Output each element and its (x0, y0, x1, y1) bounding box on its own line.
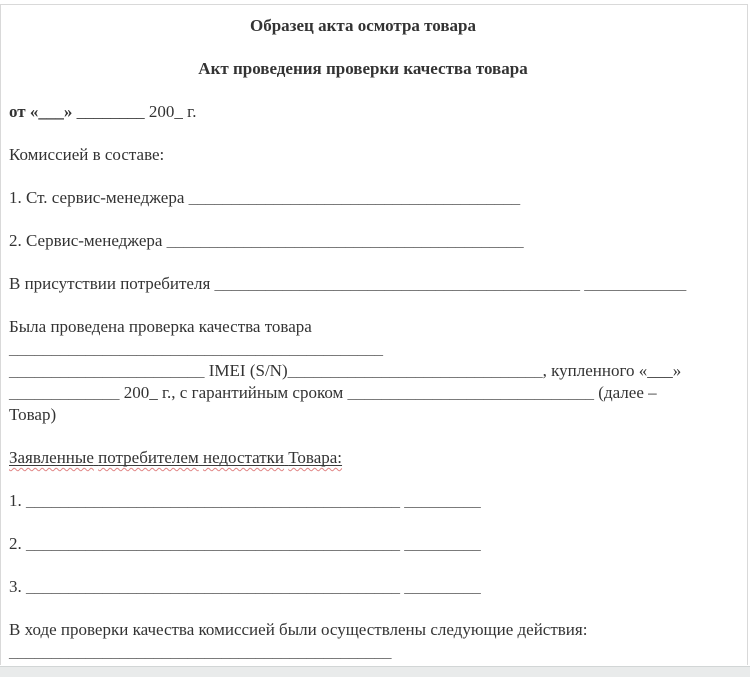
presence-label: В присутствии потребителя (9, 274, 215, 293)
check-line-4-text: 200_ г., с гарантийным сроком (119, 383, 348, 402)
defect-1-blank-1: ____________________________________________ (26, 491, 400, 510)
date-line (9, 101, 717, 123)
document-page (0, 4, 748, 665)
presence-blank-2: ____________ (584, 274, 687, 293)
actions-line-2-blank: _____________________________________________ (9, 642, 392, 661)
defect-3-num: 3. (9, 577, 26, 596)
presence-line (9, 273, 717, 295)
check-line-3-rest: , купленного «___» (542, 361, 682, 380)
member-1-line (9, 187, 717, 209)
member-1-label: 1. Ст. сервис-менеджера (9, 188, 189, 207)
check-line-3-blank-1: _______________________ (9, 361, 205, 380)
member-2-label: 2. Сервис-менеджера (9, 231, 167, 250)
defect-3-blank-2: _________ (404, 577, 481, 596)
claimed-word-4: Товара: (288, 448, 343, 467)
actions-line-1: В ходе проверки качества комиссией были осуществлены следующие действия: (9, 620, 588, 639)
check-block (9, 316, 717, 426)
claimed-word-2: потребителем (98, 448, 199, 467)
commission-line: Комиссией в составе: (9, 145, 165, 164)
defect-3-blank-1: ____________________________________________ (26, 577, 400, 596)
claimed-word-3: недостатки (202, 448, 285, 467)
defect-line-2 (9, 533, 717, 555)
check-line-1: Была проведена проверка качества товара (9, 317, 312, 336)
doc-title: Образец акта осмотра товара (250, 16, 476, 35)
doc-subtitle: Акт проведения проверки качества товара (198, 59, 528, 78)
check-line-2-blank: ____________________________________________ (9, 339, 383, 358)
defect-line-1 (9, 490, 717, 512)
check-line-4-blank-2: _____________________________ (347, 383, 595, 402)
defect-1-blank-2: _________ (404, 491, 481, 510)
claimed-defects-heading (9, 447, 717, 469)
defect-2-num: 2. (9, 534, 26, 553)
date-line-prefix: от «___» (9, 102, 73, 121)
check-line-4-blank-1: _____________ (9, 383, 120, 402)
date-line-rest: ________ 200_ г. (72, 102, 197, 121)
defect-2-blank-2: _________ (404, 534, 481, 553)
check-line-3-blank-2: ______________________________ (287, 361, 543, 380)
check-line-4-rest: (далее – (594, 383, 657, 402)
member-1-blank: _______________________________________ (188, 188, 521, 207)
claimed-defects-underlined (9, 448, 342, 467)
member-2-line (9, 230, 717, 252)
defect-line-3 (9, 576, 717, 598)
defect-2-blank-1: ____________________________________________ (26, 534, 400, 553)
defect-1-num: 1. (9, 491, 26, 510)
presence-blank-1: ___________________________________________ (214, 274, 581, 293)
page-gap-strip (0, 666, 750, 677)
member-2-blank: __________________________________________ (166, 231, 524, 250)
claimed-word-1: Заявленные (9, 448, 94, 467)
actions-block (9, 619, 717, 663)
check-line-3-imei-label: IMEI (S/N) (204, 361, 288, 380)
check-line-5: Товар) (9, 405, 57, 424)
